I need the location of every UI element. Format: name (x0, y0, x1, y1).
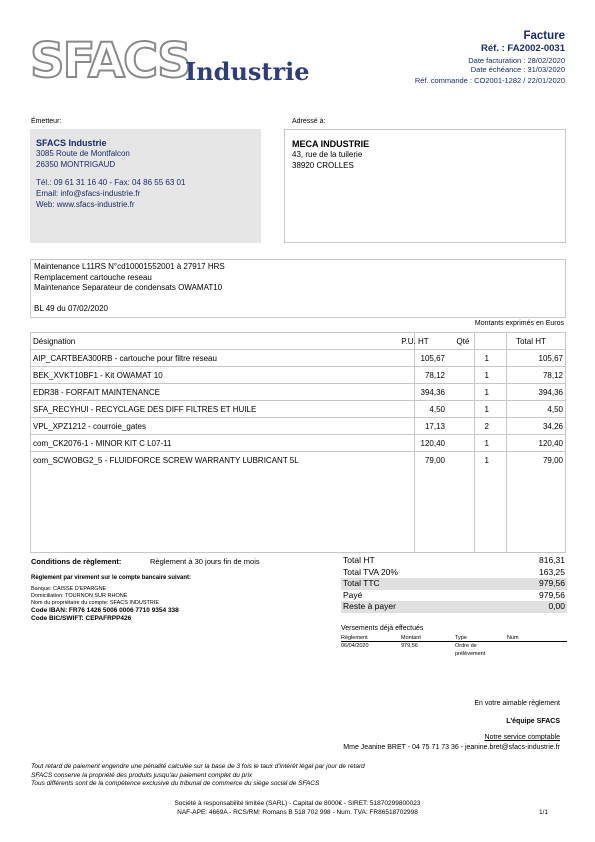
currency-note: Montants exprimés en Euros (474, 320, 564, 327)
row-qty: 2 (484, 422, 489, 431)
row-qty: 1 (484, 405, 489, 414)
paid-label: Payé (343, 589, 363, 600)
row-designation: BEK_XVKT10BF1 - Kit OWAMAT 10 (33, 371, 163, 380)
table-row (31, 384, 565, 401)
logo-industrie-text: Industrie (185, 57, 310, 86)
accounting-service: Notre service comptable (484, 734, 560, 741)
description-line-4: BL 49 du 07/02/2020 (34, 303, 108, 313)
header-qty: Qté (456, 337, 470, 346)
payment-row (341, 642, 567, 650)
description-line-3: Maintenance Separateur de condensats OWAMAT10 (34, 283, 223, 292)
description-line-1: Maintenance L11RS N°cd10001552001 à 27917 HRS (34, 262, 225, 271)
payment-row-continued (341, 650, 567, 658)
paid-value: 979,56 (539, 589, 565, 600)
remaining-value: 0,00 (548, 601, 565, 611)
accounting-contact: Mme Jeanine BRET - 04 75 71 73 36 - jeanine.bret@sfacs-industrie.fr (343, 744, 560, 751)
header-unit-price: P.U. HT (401, 337, 429, 346)
emitter-name: SFACS Industrie (36, 138, 107, 148)
row-qty: 1 (484, 388, 489, 397)
page-number: 1/1 (538, 809, 548, 816)
order-reference: Réf. commande : CO2001-1282 / 22/01/2020 (414, 76, 565, 85)
description-panel (30, 259, 566, 318)
row-qty: 1 (484, 371, 489, 380)
total-ttc-value: 979,56 (539, 578, 565, 588)
table-row (31, 350, 565, 367)
legal-notice (31, 763, 365, 789)
table-header (31, 333, 565, 350)
row-unit-price: 105,67 (420, 354, 445, 363)
row-total: 78,12 (542, 371, 563, 380)
total-tva-label: Total TVA 20% (343, 566, 398, 577)
row-unit-price: 394,36 (420, 388, 445, 397)
payments-header (341, 634, 567, 642)
payment-amount: 979,56 (401, 643, 418, 649)
emitter-panel (30, 129, 261, 243)
description-line-2: Remplacement cartouche reseau (34, 272, 152, 282)
row-qty: 1 (484, 456, 489, 465)
payment-date: 06/04/2020 (341, 643, 369, 649)
invoice-header (415, 30, 565, 85)
row-designation: SFA_RECYHUI - RECYCLAGE DES DIFF FILTRES ET HUILE (33, 405, 257, 414)
remaining-label: Reste à payer (343, 601, 396, 611)
emitter-label: Émetteur: (31, 118, 62, 125)
payments-header-num: Num (507, 635, 519, 641)
footer-line-2: NAF-APE: 4669A - RCS/RM: Romans B 518 702 998 - Num. TVA: FR86518702998 (177, 808, 418, 816)
remaining-row (341, 601, 567, 613)
totals-panel (341, 555, 567, 613)
invoice-reference: Réf. : FA2002-0031 (481, 43, 565, 54)
table-row (31, 435, 565, 452)
row-total: 79,00 (542, 456, 563, 465)
bank-details (31, 586, 179, 623)
bank-domiciliation: Domiciliation: TOURNON SUR RHONE (31, 593, 128, 599)
total-ttc-label: Total TTC (343, 578, 380, 588)
payment-type-continued: prélèvement (455, 651, 486, 657)
row-total: 34,26 (542, 422, 563, 431)
row-unit-price: 79,00 (424, 456, 445, 465)
bank-iban: Code IBAN: FR76 1426 5006 0006 7710 9354 338 (31, 607, 179, 614)
legal-line-2: SFACS conserve la propriété des produits jusqu'au paiement complet du prix (31, 771, 253, 779)
bank-bic: Code BIC/SWIFT: CEPAFRPP426 (31, 615, 132, 622)
recipient-address2: 38920 CROLLES (292, 161, 354, 170)
items-table (30, 332, 566, 553)
row-qty: 1 (484, 354, 489, 363)
payments-made-title: Versements déjà effectués (341, 625, 424, 632)
logo-sfacs-text: SFACS (30, 33, 190, 89)
header-total: Total HT (516, 337, 546, 346)
footer (0, 800, 595, 817)
total-ht-row (341, 555, 567, 567)
row-unit-price: 4,50 (429, 405, 445, 414)
bank-name: Banque: CAISSE D'EPARGNE (31, 586, 107, 592)
emitter-email: Email: info@sfacs-industrie.fr (36, 189, 141, 198)
paid-row (341, 590, 567, 602)
emitter-web: Web: www.sfacs-industrie.fr (36, 200, 135, 209)
row-designation: com_SCWOBG2_5 - FLUIDFORCE SCREW WARRANTY LUBRICANT 5L (33, 456, 299, 465)
recipient-name: MECA INDUSTRIE (292, 139, 370, 149)
row-total: 105,67 (538, 354, 563, 363)
row-unit-price: 78,12 (424, 371, 445, 380)
bank-transfer-title: Règlement par virement sur le compte bancaire suivant: (31, 575, 192, 581)
closing-text: En votre aimable règlement (474, 700, 560, 707)
footer-line-1: Société à responsabilité limitée (SARL) - Capital de 8000€ - SIRET: 51870299800023 (174, 800, 421, 807)
due-date: Date échéance : 31/03/2020 (470, 65, 565, 74)
row-designation: EDR38 - FORFAIT MAINTENANCE (33, 388, 160, 397)
invoice-title: Facture (523, 30, 565, 42)
table-row (31, 418, 565, 435)
total-ht-label: Total HT (343, 555, 375, 565)
recipient-label: Adressé à: (292, 118, 326, 125)
row-qty: 1 (484, 439, 489, 448)
total-ht-value: 816,31 (539, 555, 565, 565)
row-total: 4,50 (547, 405, 563, 414)
conditions-value: Règlement à 30 jours fin de mois (150, 557, 260, 566)
payments-header-type: Type (455, 635, 467, 641)
recipient-panel (284, 129, 566, 243)
table-row (31, 367, 565, 384)
emitter-address1: 3085 Route de Montfalcon (36, 149, 130, 158)
total-tva-value: 163,25 (539, 566, 565, 577)
team-signature: L'équipe SFACS (506, 718, 560, 725)
table-row (31, 452, 565, 469)
recipient-address1: 43, rue de la tuilerie (292, 150, 363, 159)
company-logo (30, 32, 320, 92)
legal-line-3: Tous différents sont de la compétence exclusive du tribunal de commerce du siège social de SFACS (31, 780, 320, 787)
payments-header-date: Règlement (341, 635, 368, 641)
row-designation: AIP_CARTBEA300RB - cartouche pour filtre reseau (33, 354, 217, 363)
payments-made-table (341, 634, 567, 658)
total-ttc-row (341, 578, 567, 590)
row-designation: VPL_XPZ1212 - courroie_gates (33, 422, 146, 431)
invoice-date: Date facturation : 28/02/2020 (468, 56, 565, 65)
row-total: 120,40 (538, 439, 563, 448)
emitter-phone: Tél.: 09 61 31 16 40 - Fax: 04 86 55 63 01 (36, 178, 186, 187)
row-total: 394,36 (538, 388, 563, 397)
bank-owner: Nom du propriétaire du compte: SFACS INDUSTRIE (31, 600, 160, 606)
row-unit-price: 120,40 (420, 439, 445, 448)
payments-header-amount: Montant (401, 635, 421, 641)
payment-type: Ordre de (455, 643, 477, 649)
total-tva-row (341, 567, 567, 579)
row-unit-price: 17,13 (424, 422, 445, 431)
header-designation: Désignation (33, 337, 76, 346)
legal-line-1: Tout retard de paiement engendre une pénalité calculée sur la base de 3 fois le taux d'intérêt légal par jour de retard (31, 763, 365, 770)
conditions-label: Conditions de règlement: (31, 557, 122, 566)
row-designation: com_CK2076-1 - MINOR KIT C L07-11 (33, 439, 172, 448)
emitter-address2: 26350 MONTRIGAUD (36, 160, 116, 169)
table-row (31, 401, 565, 418)
